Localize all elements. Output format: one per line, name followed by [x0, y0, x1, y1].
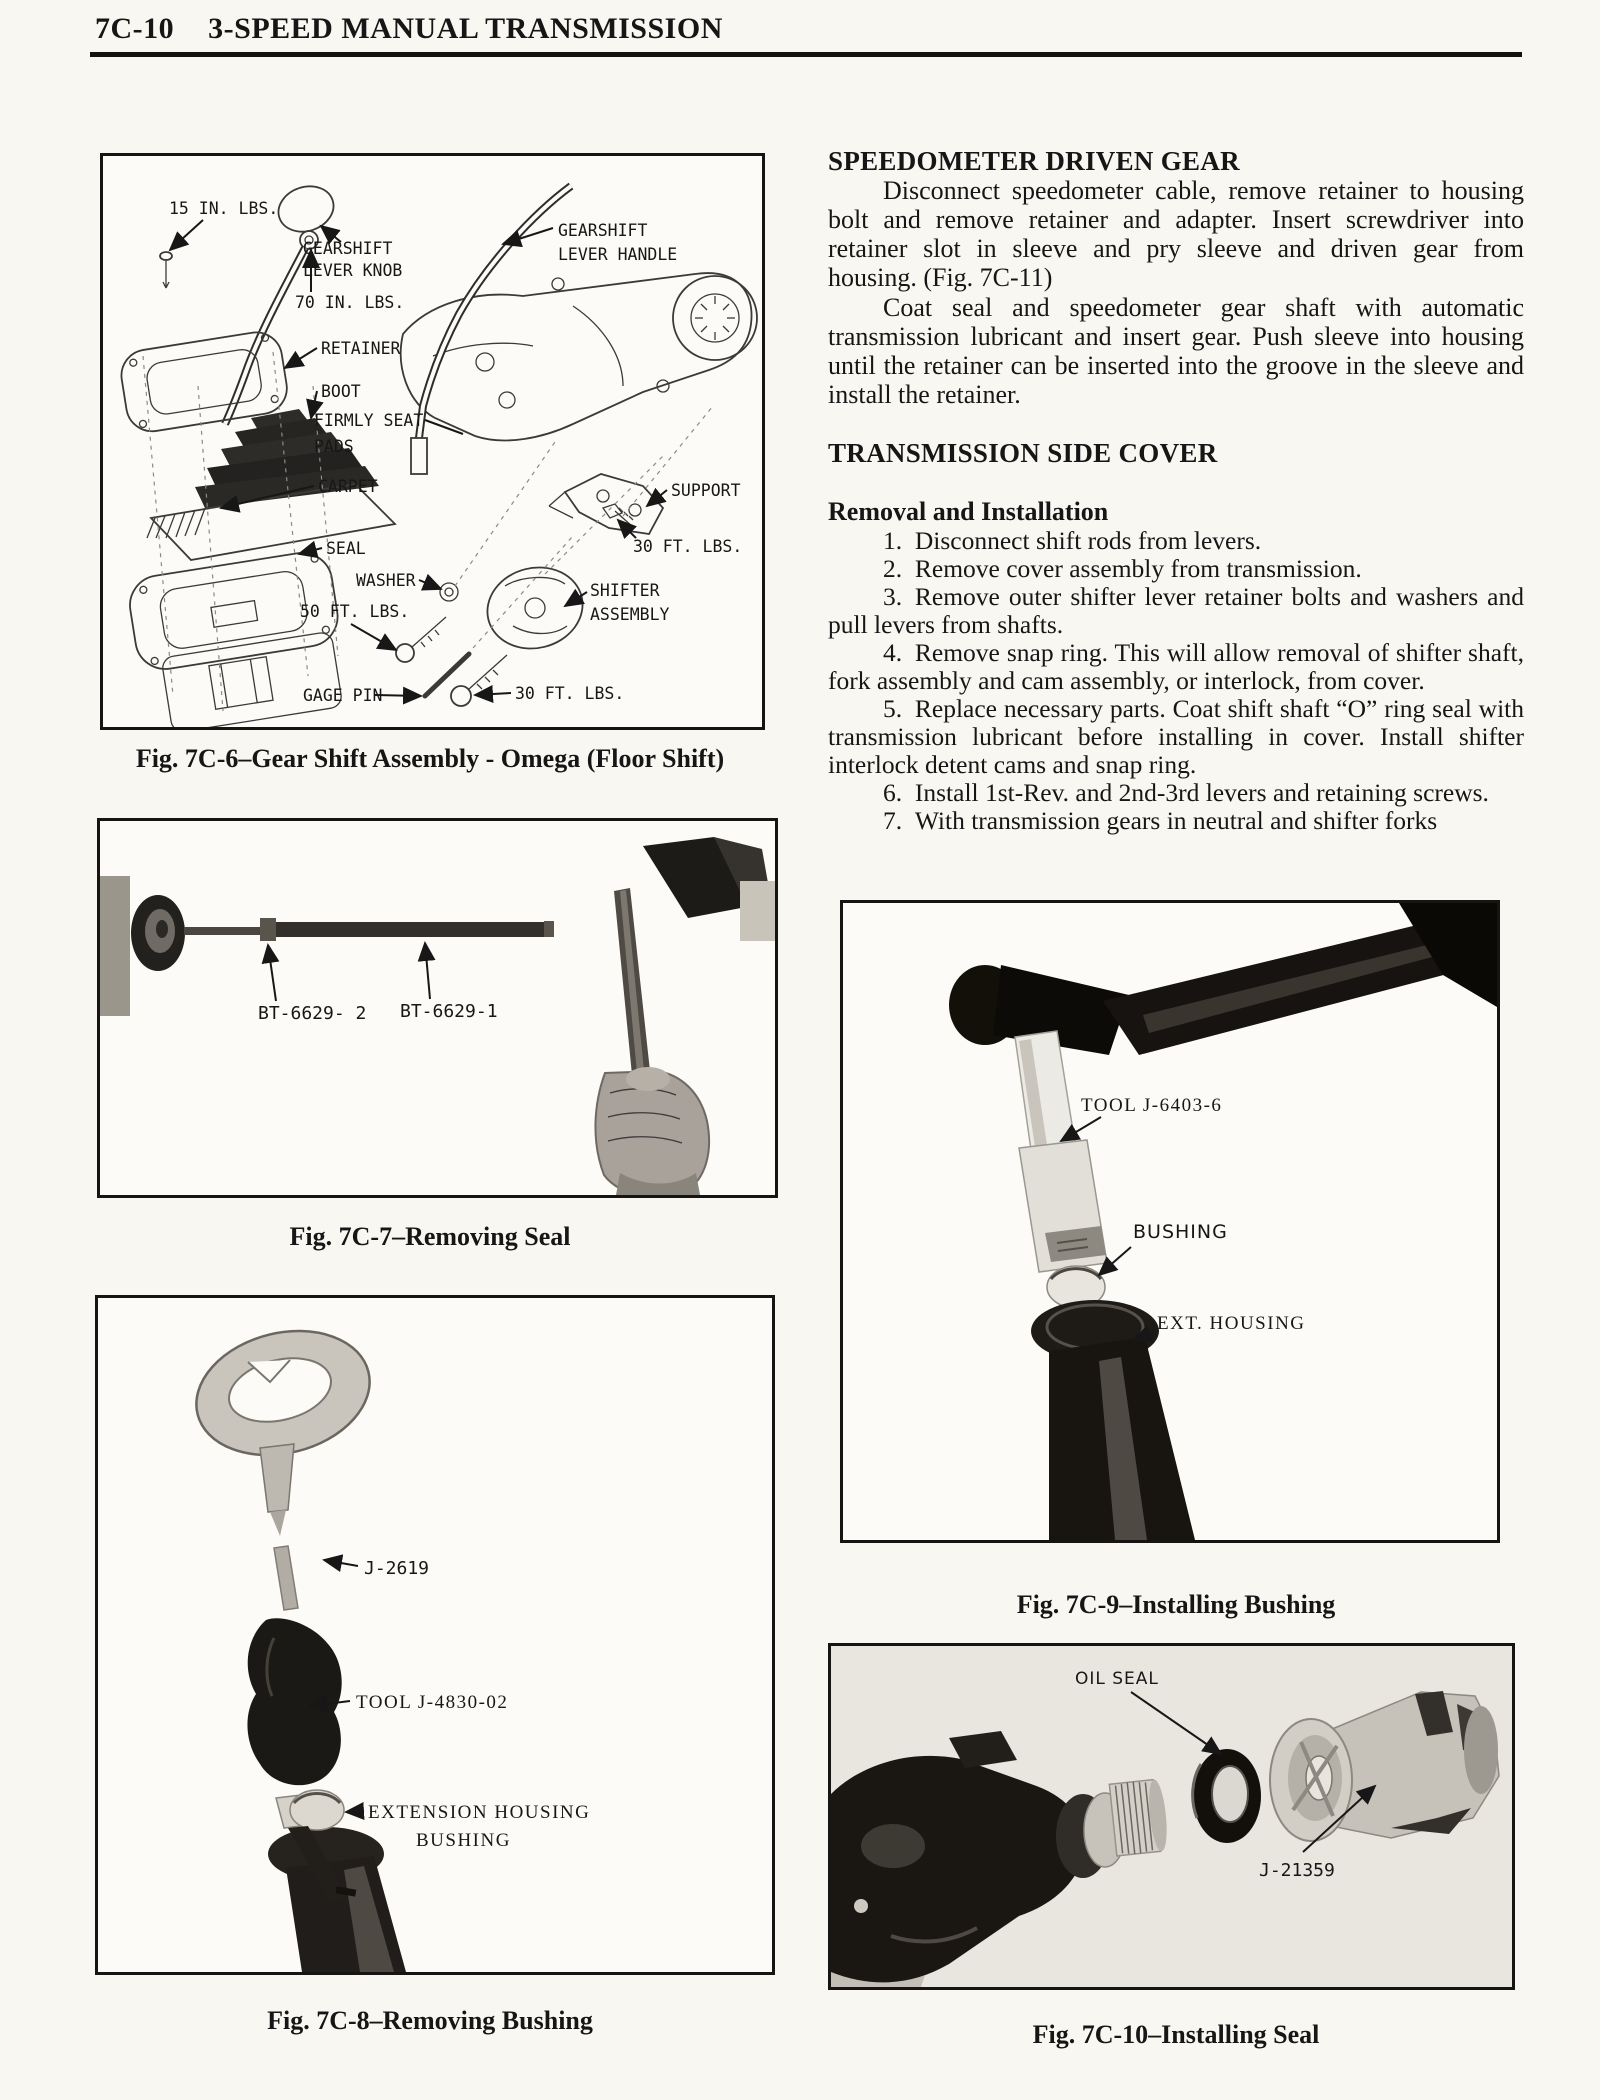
label-bt6629-2: BT-6629- 2 [258, 1003, 367, 1024]
speedo-para-1: Disconnect speedometer cable, remove retainer to housing bolt and remove retainer and adapter. Insert screwdriver into retainer slot in sleeve and pry sleeve and driven gear from housing. (Fig. 7C-11) [828, 176, 1524, 292]
label-support: SUPPORT [671, 481, 741, 500]
leader-ext-housing [346, 1811, 364, 1812]
tool-shaft-photo [274, 1546, 298, 1610]
lever-lower-end [411, 438, 427, 474]
step-6: 6. Install 1st-Rev. and 2nd-3rd levers and retaining screws. [883, 778, 1489, 807]
page-title: 3-SPEED MANUAL TRANSMISSION [208, 12, 723, 45]
label-torque-30a: 30 FT. LBS. [633, 537, 743, 556]
label-seal: SEAL [326, 539, 366, 558]
header-rule [90, 52, 1522, 57]
hand-photo [595, 1067, 709, 1195]
driver-tool-photo [1015, 1031, 1107, 1272]
lever-handle-drawing [419, 186, 571, 438]
label-bushing-9: BUSHING [1133, 1221, 1228, 1243]
page-number: 7C-10 [95, 12, 175, 45]
step-7: 7. With transmission gears in neutral and shifter forks [883, 806, 1438, 835]
figure-7c7-box [97, 818, 778, 1198]
fig7c8-photo [98, 1298, 772, 1972]
label-boot: BOOT [321, 382, 361, 401]
label-j2619: J-2619 [364, 1558, 430, 1579]
leader-j2619 [324, 1560, 358, 1566]
tool-rod-photo [184, 918, 554, 941]
label-ext-housing-1: EXTENSION HOUSING [368, 1802, 591, 1823]
step-3: 3. Remove outer shifter lever retainer bolts and washers and pull levers from shafts. [828, 582, 1524, 639]
fig7c10-photo [831, 1646, 1512, 1987]
leader-bt6629-2 [268, 945, 276, 1001]
hammer-photo [949, 903, 1497, 1055]
alignment-lines-right [455, 406, 713, 648]
side-cover-steps [828, 527, 1524, 835]
oil-seal-photo [1193, 1749, 1261, 1843]
leader-washer [419, 580, 441, 589]
label-torque-50: 50 FT. LBS. [300, 602, 410, 621]
step-2: 2. Remove cover assembly from transmission. [883, 554, 1362, 583]
label-oil-seal: OIL SEAL [1075, 1669, 1159, 1689]
label-tool-j6403: TOOL J-6403-6 [1081, 1095, 1223, 1116]
label-tool-j4830: TOOL J-4830-02 [356, 1692, 509, 1713]
speedo-heading: SPEEDOMETER DRIVEN GEAR [828, 146, 1240, 176]
label-shifter-2: ASSEMBLY [590, 605, 670, 624]
leader-bt6629-1 [425, 943, 430, 999]
fig7c7-photo [100, 821, 775, 1195]
label-handle-2: LEVER HANDLE [558, 245, 678, 264]
speedo-para-2: Coat seal and speedometer gear shaft with automatic transmission lubricant and insert gear. Push sleeve into housing until the retainer can be inserted into the groove in the sleeve and install the retainer. [828, 293, 1524, 409]
label-handle-1: GEARSHIFT [558, 221, 648, 240]
leader-shifter [565, 592, 587, 606]
figure-7c6-box [100, 153, 765, 730]
label-carpet: CARPET [318, 477, 378, 496]
figure-7c7-caption: Fig. 7C-7–Removing Seal [289, 1222, 571, 1251]
leader-retainer [285, 348, 317, 368]
label-retainer: RETAINER [321, 339, 401, 358]
page-header [95, 12, 723, 46]
step-5: 5. Replace necessary parts. Coat shift shaft “O” ring seal with transmission lubricant before installing in cover. Install shifter interlock detent cams and snap ring. [828, 694, 1524, 779]
figure-7c8-caption: Fig. 7C-8–Removing Bushing [267, 2006, 593, 2035]
label-torque-15: 15 IN. LBS. [169, 199, 279, 218]
figure-7c8-box [95, 1295, 775, 1975]
leader-torque-50 [351, 624, 396, 650]
slide-hammer-handle-photo [183, 1313, 383, 1536]
hammer-weight-photo [247, 1618, 341, 1785]
figure-7c9-box [840, 900, 1500, 1543]
leader-torque-15 [170, 220, 203, 250]
press-fixture-photo [643, 837, 775, 941]
support-bracket-drawing [549, 474, 663, 534]
figure-7c10-caption: Fig. 7C-10–Installing Seal [1032, 2020, 1320, 2049]
label-ext-housing-2: BUSHING [416, 1830, 511, 1851]
label-knob-1: GEARSHIFT [303, 239, 393, 258]
lever-handle-highlight [419, 186, 571, 438]
label-ext-housing-9: EXT. HOUSING [1157, 1313, 1306, 1334]
label-shifter-1: SHIFTER [590, 581, 660, 600]
label-torque-70: 70 IN. LBS. [295, 293, 405, 312]
leader-handle [503, 228, 553, 244]
step-4: 4. Remove snap ring. This will allow removal of shifter shaft, fork assembly and cam assembly, or interlock, from cover. [828, 638, 1524, 695]
leader-torque-30b [475, 693, 511, 695]
seal-flange-photo [131, 895, 185, 971]
fig7c9-photo [843, 903, 1497, 1540]
step-1: 1. Disconnect shift rods from levers. [883, 526, 1262, 555]
handle-rod-photo [614, 888, 650, 1075]
bolt-30a-drawing [603, 504, 633, 527]
bolt-50-drawing [396, 617, 446, 662]
fig7c6-drawing [103, 156, 762, 727]
gage-pin-drawing [425, 654, 469, 696]
figure-7c10-box [828, 1643, 1515, 1990]
label-washer: WASHER [356, 571, 416, 590]
label-firmly-2: PADS [314, 437, 354, 456]
figure-7c6-caption: Fig. 7C-6–Gear Shift Assembly - Omega (Floor Shift) [135, 744, 725, 773]
label-knob-2: LEVER KNOB [303, 261, 403, 280]
side-cover-subheading: Removal and Installation [828, 497, 1109, 526]
transmission-case-drawing [401, 273, 757, 440]
label-gage-pin: GAGE PIN [303, 686, 383, 705]
label-firmly-1: FIRMLY SEAT [314, 411, 424, 430]
bushing-photo [290, 1790, 344, 1830]
figure-7c9-caption: Fig. 7C-9–Installing Bushing [1016, 1590, 1336, 1619]
photo-left-edge [100, 876, 130, 1016]
label-torque-30b: 30 FT. LBS. [515, 684, 625, 703]
shifter-assembly-drawing [440, 558, 591, 659]
leader-gage-pin [375, 695, 421, 696]
label-bt6629-1: BT-6629-1 [400, 1001, 498, 1022]
label-j21359: J-21359 [1259, 1860, 1335, 1881]
side-cover-heading: TRANSMISSION SIDE COVER [828, 438, 1218, 468]
screw-icon [160, 252, 172, 288]
ext-housing-9-photo [1031, 1300, 1195, 1540]
